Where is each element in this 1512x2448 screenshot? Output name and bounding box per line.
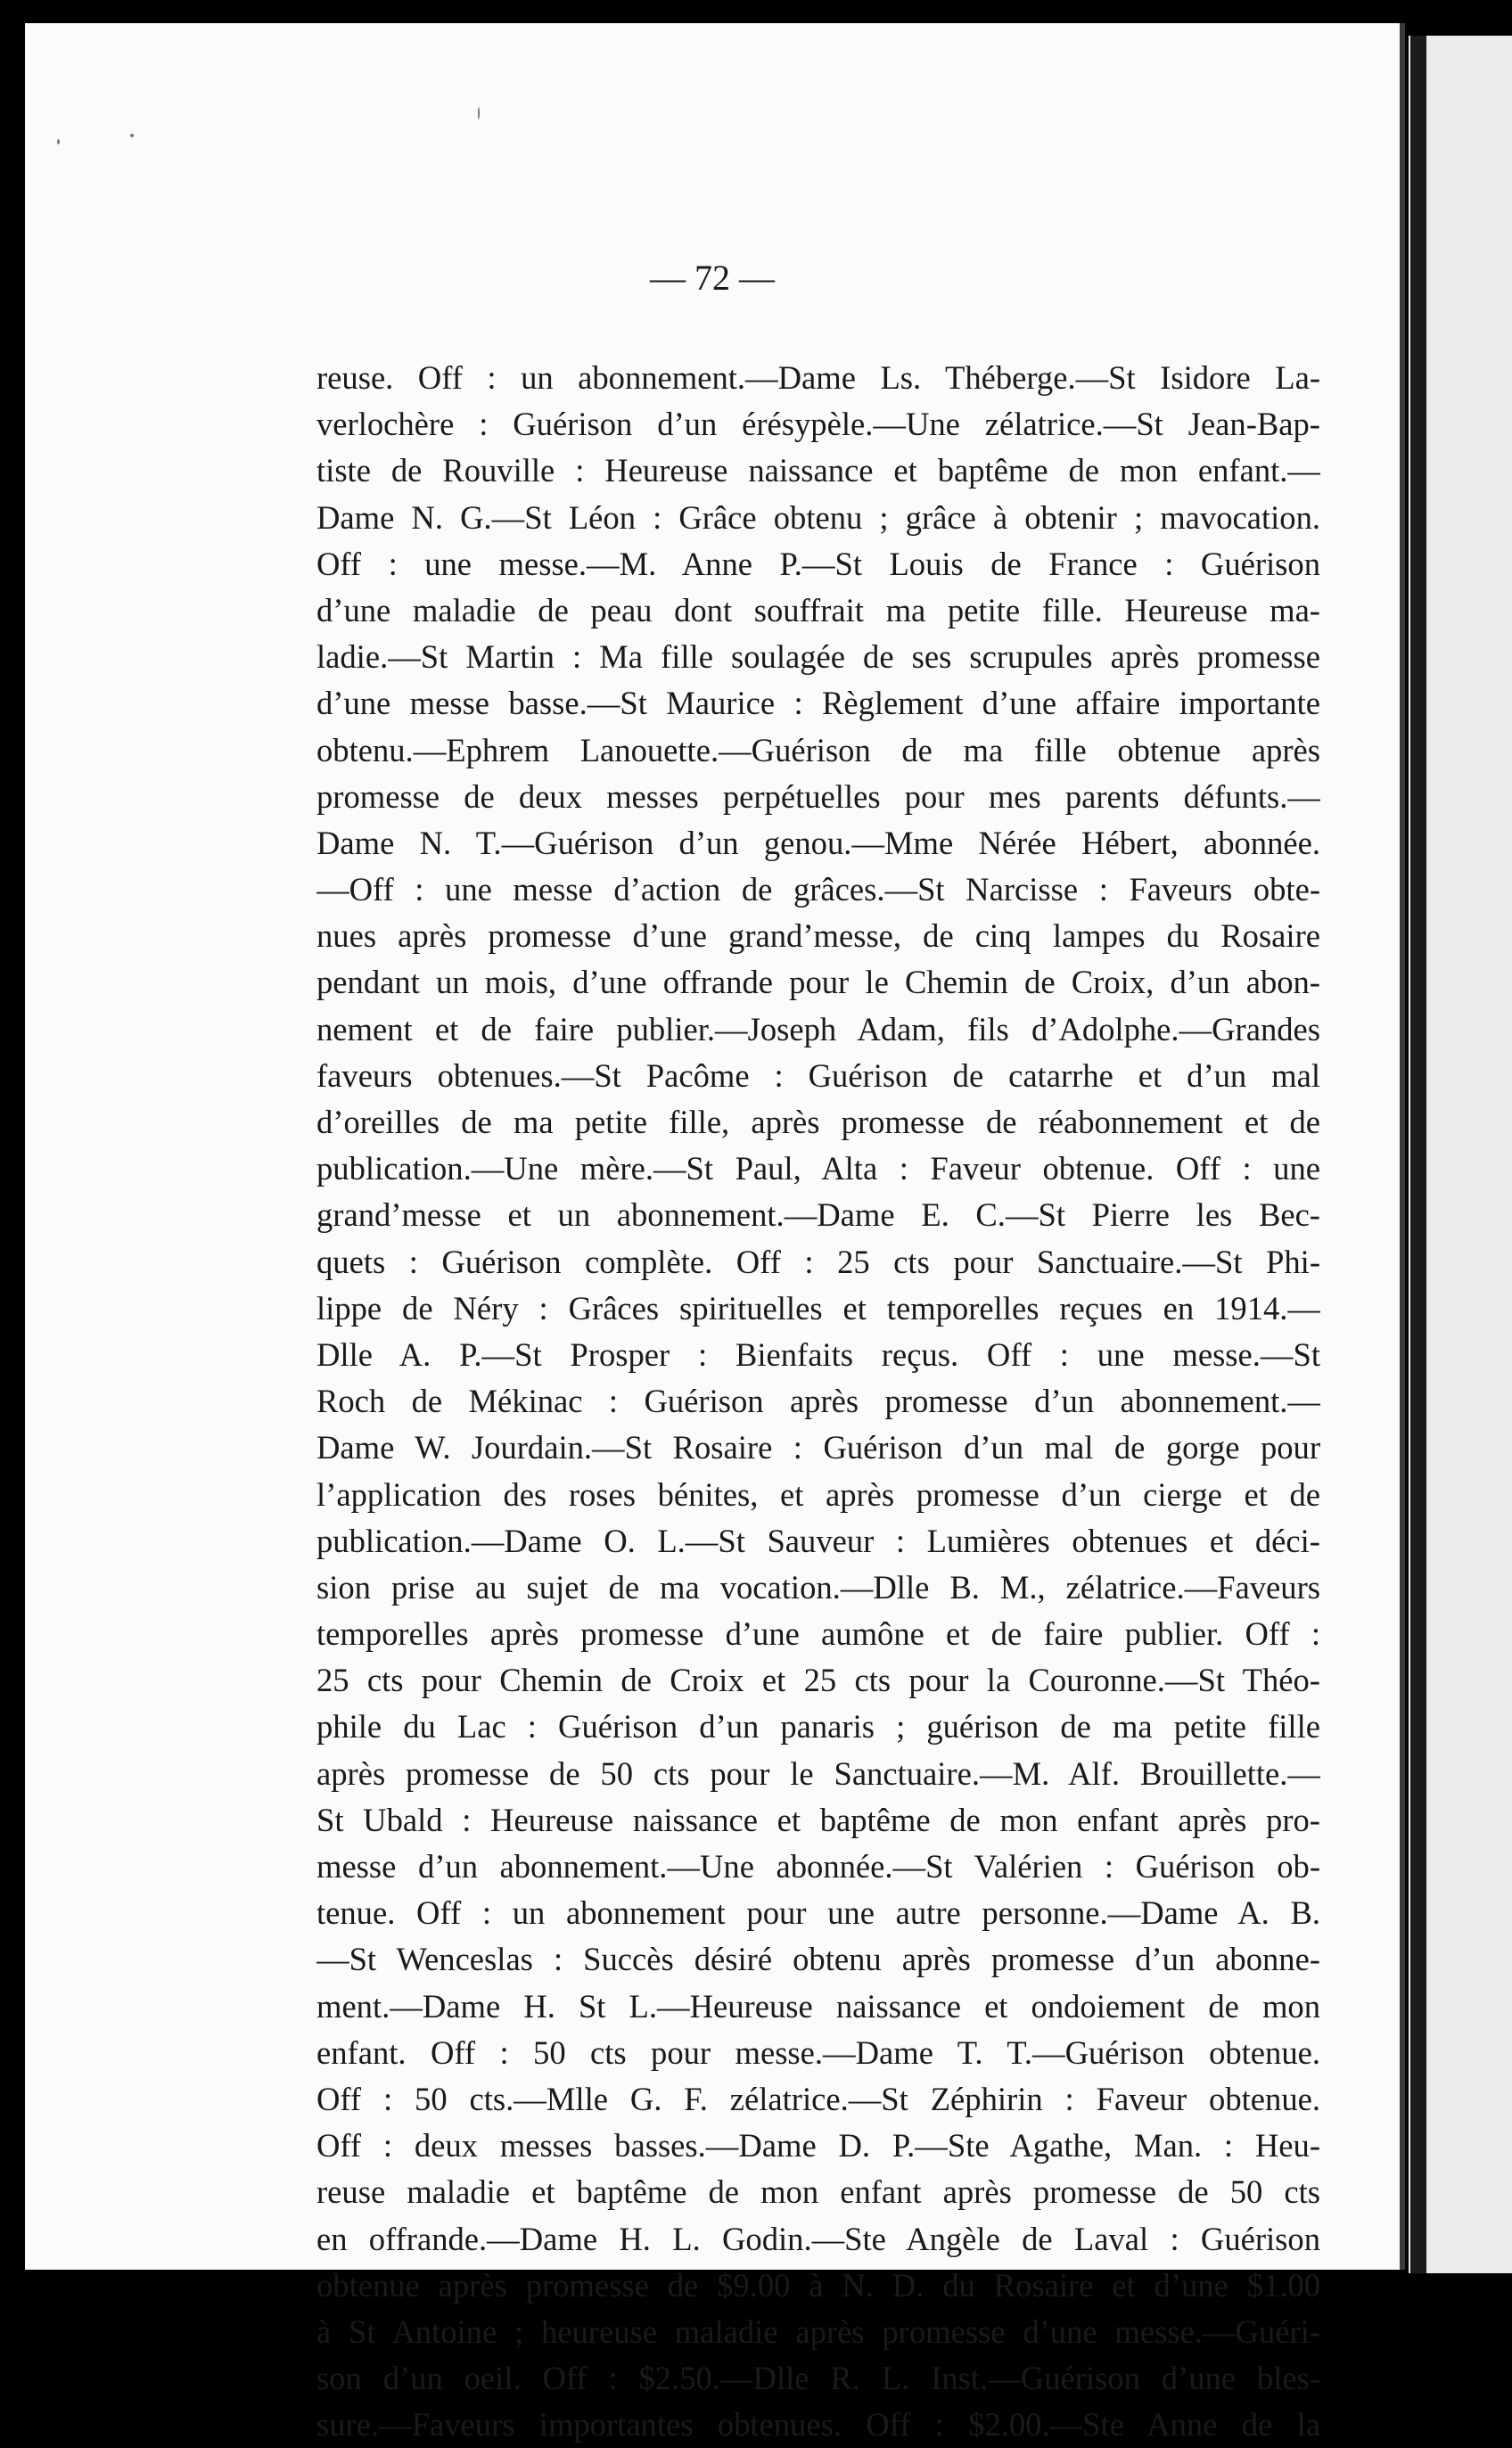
text-line: Off : deux messes basses.—Dame D. P.—Ste Agathe, Man. : Heu-: [316, 2127, 1320, 2165]
book-page: [25, 23, 1405, 2444]
text-line: —St Wenceslas : Succès désiré obtenu après promesse d’un abonne-: [316, 1941, 1320, 1978]
text-line: promesse de deux messes perpétuelles pour mes parents défunts.—: [316, 777, 1320, 815]
text-line: Dlle A. P.—St Prosper : Bienfaits reçus. Off : une messe.—St: [316, 1335, 1320, 1373]
text-line: phile du Lac : Guérison d’un panaris ; guérison de ma petite fille: [316, 1708, 1320, 1746]
body-text: [316, 355, 1320, 2448]
text-line: reuse. Off : un abonnement.—Dame Ls. Théberge.—St Isidore La-: [316, 359, 1320, 396]
text-line: publication.—Une mère.—St Paul, Alta : Faveur obtenue. Off : une: [316, 1150, 1320, 1187]
text-line: son d’un oeil. Off : $2.50.—Dlle R. L. Inst.—Guérison d’une bles-: [316, 2360, 1320, 2397]
text-line: à St Antoine ; heureuse maladie après promesse d’une messe.—Guéri-: [316, 2312, 1320, 2350]
text-line: Dame W. Jourdain.—St Rosaire : Guérison d’un mal de gorge pour: [316, 1429, 1320, 1466]
text-line: tenue. Off : un abonnement pour une autre personne.—Dame A. B.: [316, 1894, 1320, 1932]
text-line: Dame N. G.—St Léon : Grâce obtenu ; grâce à obtenir ; mavocation.: [316, 498, 1320, 536]
text-line: faveurs obtenues.—St Pacôme : Guérison de catarrhe et d’un mal: [316, 1056, 1320, 1094]
text-line: reuse maladie et baptême de mon enfant après promesse de 50 cts: [316, 2173, 1320, 2211]
text-line: temporelles après promesse d’une aumône et de faire publier. Off :: [316, 1615, 1320, 1653]
text-line: ment.—Dame H. St L.—Heureuse naissance et ondoiement de mon: [316, 1987, 1320, 2025]
text-line: d’oreilles de ma petite fille, après promesse de réabonnement et de: [316, 1104, 1320, 1140]
text-line: quets : Guérison complète. Off : 25 cts pour Sanctuaire.—St Phi-: [316, 1243, 1320, 1280]
binding-shadow: [1410, 36, 1426, 2273]
text-line: nement et de faire publier.—Joseph Adam, fils d’Adolphe.—Grandes: [316, 1010, 1320, 1047]
text-line: d’une maladie de peau dont souffrait ma petite fille. Heureuse ma-: [316, 591, 1320, 628]
text-line: Off : 50 cts.—Mlle G. F. zélatrice.—St Zéphirin : Faveur obtenue.: [316, 2080, 1320, 2117]
text-line: ladie.—St Martin : Ma fille soulagée de ses scrupules après promesse: [316, 638, 1320, 676]
text-line: Dame N. T.—Guérison d’un genou.—Mme Nérée Hébert, abonnée.: [316, 824, 1320, 861]
paper-speck: [130, 134, 134, 137]
text-line: messe d’un abonnement.—Une abonnée.—St Valérien : Guérison ob-: [316, 1848, 1320, 1885]
text-line: verlochère : Guérison d’un érésypèle.—Une zélatrice.—St Jean-Bap-: [316, 406, 1320, 443]
text-line: tiste de Rouville : Heureuse naissance et baptême de mon enfant.—: [316, 452, 1320, 489]
text-line: sure.—Faveurs importantes obtenues. Off : $2.00.—Ste Anne de la: [316, 2406, 1320, 2444]
paper-speck: [478, 107, 480, 119]
text-line: sion prise au sujet de ma vocation.—Dlle B. M., zélatrice.—Faveurs: [316, 1568, 1320, 1606]
text-line: d’une messe basse.—St Maurice : Règlement d’une affaire importante: [316, 685, 1320, 722]
text-line: après promesse de 50 cts pour le Sanctuaire.—M. Alf. Brouillette.—: [316, 1754, 1320, 1792]
text-line: enfant. Off : 50 cts pour messe.—Dame T. T.—Guérison obtenue.: [316, 2033, 1320, 2071]
text-line: obtenue après promesse de $9.00 à N. D. du Rosaire et d’une $1.00: [316, 2266, 1320, 2304]
text-line: pendant un mois, d’une offrande pour le Chemin de Croix, d’un abon-: [316, 964, 1320, 1001]
text-line: Off : une messe.—M. Anne P.—St Louis de France : Guérison: [316, 545, 1320, 582]
text-line: 25 cts pour Chemin de Croix et 25 cts pour la Couronne.—St Théo-: [316, 1662, 1320, 1699]
paper-speck: [57, 139, 60, 144]
text-line: obtenu.—Ephrem Lanouette.—Guérison de ma fille obtenue après: [316, 731, 1320, 768]
page-number: — 72 —: [650, 258, 775, 298]
text-line: Roch de Mékinac : Guérison après promesse d’un abonnement.—: [316, 1383, 1320, 1420]
text-line: grand’messe et un abonnement.—Dame E. C.—St Pierre les Bec-: [316, 1196, 1320, 1234]
text-line: St Ubald : Heureuse naissance et baptême de mon enfant après pro-: [316, 1801, 1320, 1838]
text-line: publication.—Dame O. L.—St Sauveur : Lumières obtenues et déci-: [316, 1522, 1320, 1559]
text-line: —Off : une messe d’action de grâces.—St Narcisse : Faveurs obte-: [316, 871, 1320, 908]
text-line: en offrande.—Dame H. L. Godin.—Ste Angèle de Laval : Guérison: [316, 2220, 1320, 2257]
text-line: lippe de Néry : Grâces spirituelles et temporelles reçues en 1914.—: [316, 1289, 1320, 1327]
text-line: l’application des roses bénites, et après promesse d’un cierge et de: [316, 1475, 1320, 1513]
text-line: nues après promesse d’une grand’messe, de cinq lampes du Rosaire: [316, 917, 1320, 955]
